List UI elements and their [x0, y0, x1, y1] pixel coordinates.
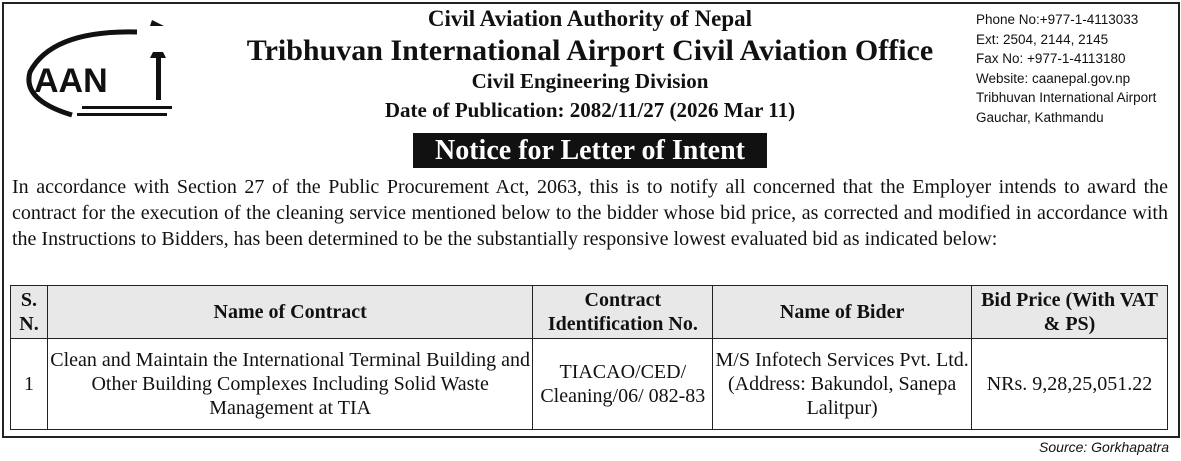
table-row — [11, 339, 1168, 430]
caan-logo — [12, 10, 172, 120]
phone: Phone No:+977-1-4113033 — [976, 12, 1139, 27]
address-line-1: Tribhuvan International Airport — [976, 90, 1157, 105]
org-name: Civil Aviation Authority of Nepal — [427, 6, 753, 31]
cell-bider: M/S Infotech Services Pvt. Ltd. (Address: Bakundol, Sanepa Lalitpur) — [713, 339, 972, 430]
col-contract: Name of Contract — [47, 286, 532, 339]
division-name: Civil Engineering Division — [471, 69, 709, 93]
publication-date: Date of Publication: 2082/11/27 (2026 Mar 11) — [384, 98, 796, 122]
cell-price: NRs. 9,28,25,051.22 — [972, 339, 1168, 430]
contact-info — [976, 10, 1156, 127]
svg-text:AAN: AAN — [34, 62, 108, 100]
col-sn: S. N. — [11, 286, 48, 339]
source-credit: Source: Gorkhapatra — [1039, 439, 1169, 455]
cell-contract: Clean and Maintain the International Terminal Building and Other Building Complexes Including Solid Waste Management at TIA — [47, 339, 532, 430]
table-header — [11, 286, 1168, 339]
col-id: Contract Identification No. — [533, 286, 713, 339]
col-bider: Name of Bider — [713, 286, 972, 339]
fax: Fax No: +977-1-4113180 — [976, 51, 1126, 66]
cell-sn: 1 — [11, 339, 48, 430]
extension: Ext: 2504, 2144, 2145 — [976, 31, 1109, 47]
notice-title: Notice for Letter of Intent — [413, 133, 767, 168]
award-table — [10, 285, 1168, 430]
notice-body: In accordance with Section 27 of the Public Procurement Act, 2063, this is to notify all concerned that the Employer intends to award the contract for the execution of the cleaning service mentioned below to the bidder whose bid price, as corrected and modified in accordance with the Instructions to Bidders, has been determined to be the substantially responsive lowest evaluated bid as indicated below: — [12, 176, 1168, 250]
cell-id: TIACAO/CED/ Cleaning/06/ 082-83 — [533, 339, 713, 430]
website: Website: caanepal.gov.np — [976, 70, 1131, 86]
col-price: Bid Price (With VAT & PS) — [972, 286, 1168, 339]
address-line-2: Gauchar, Kathmandu — [976, 109, 1104, 125]
office-name: Tribhuvan International Airport Civil Aviation Office — [246, 34, 934, 67]
